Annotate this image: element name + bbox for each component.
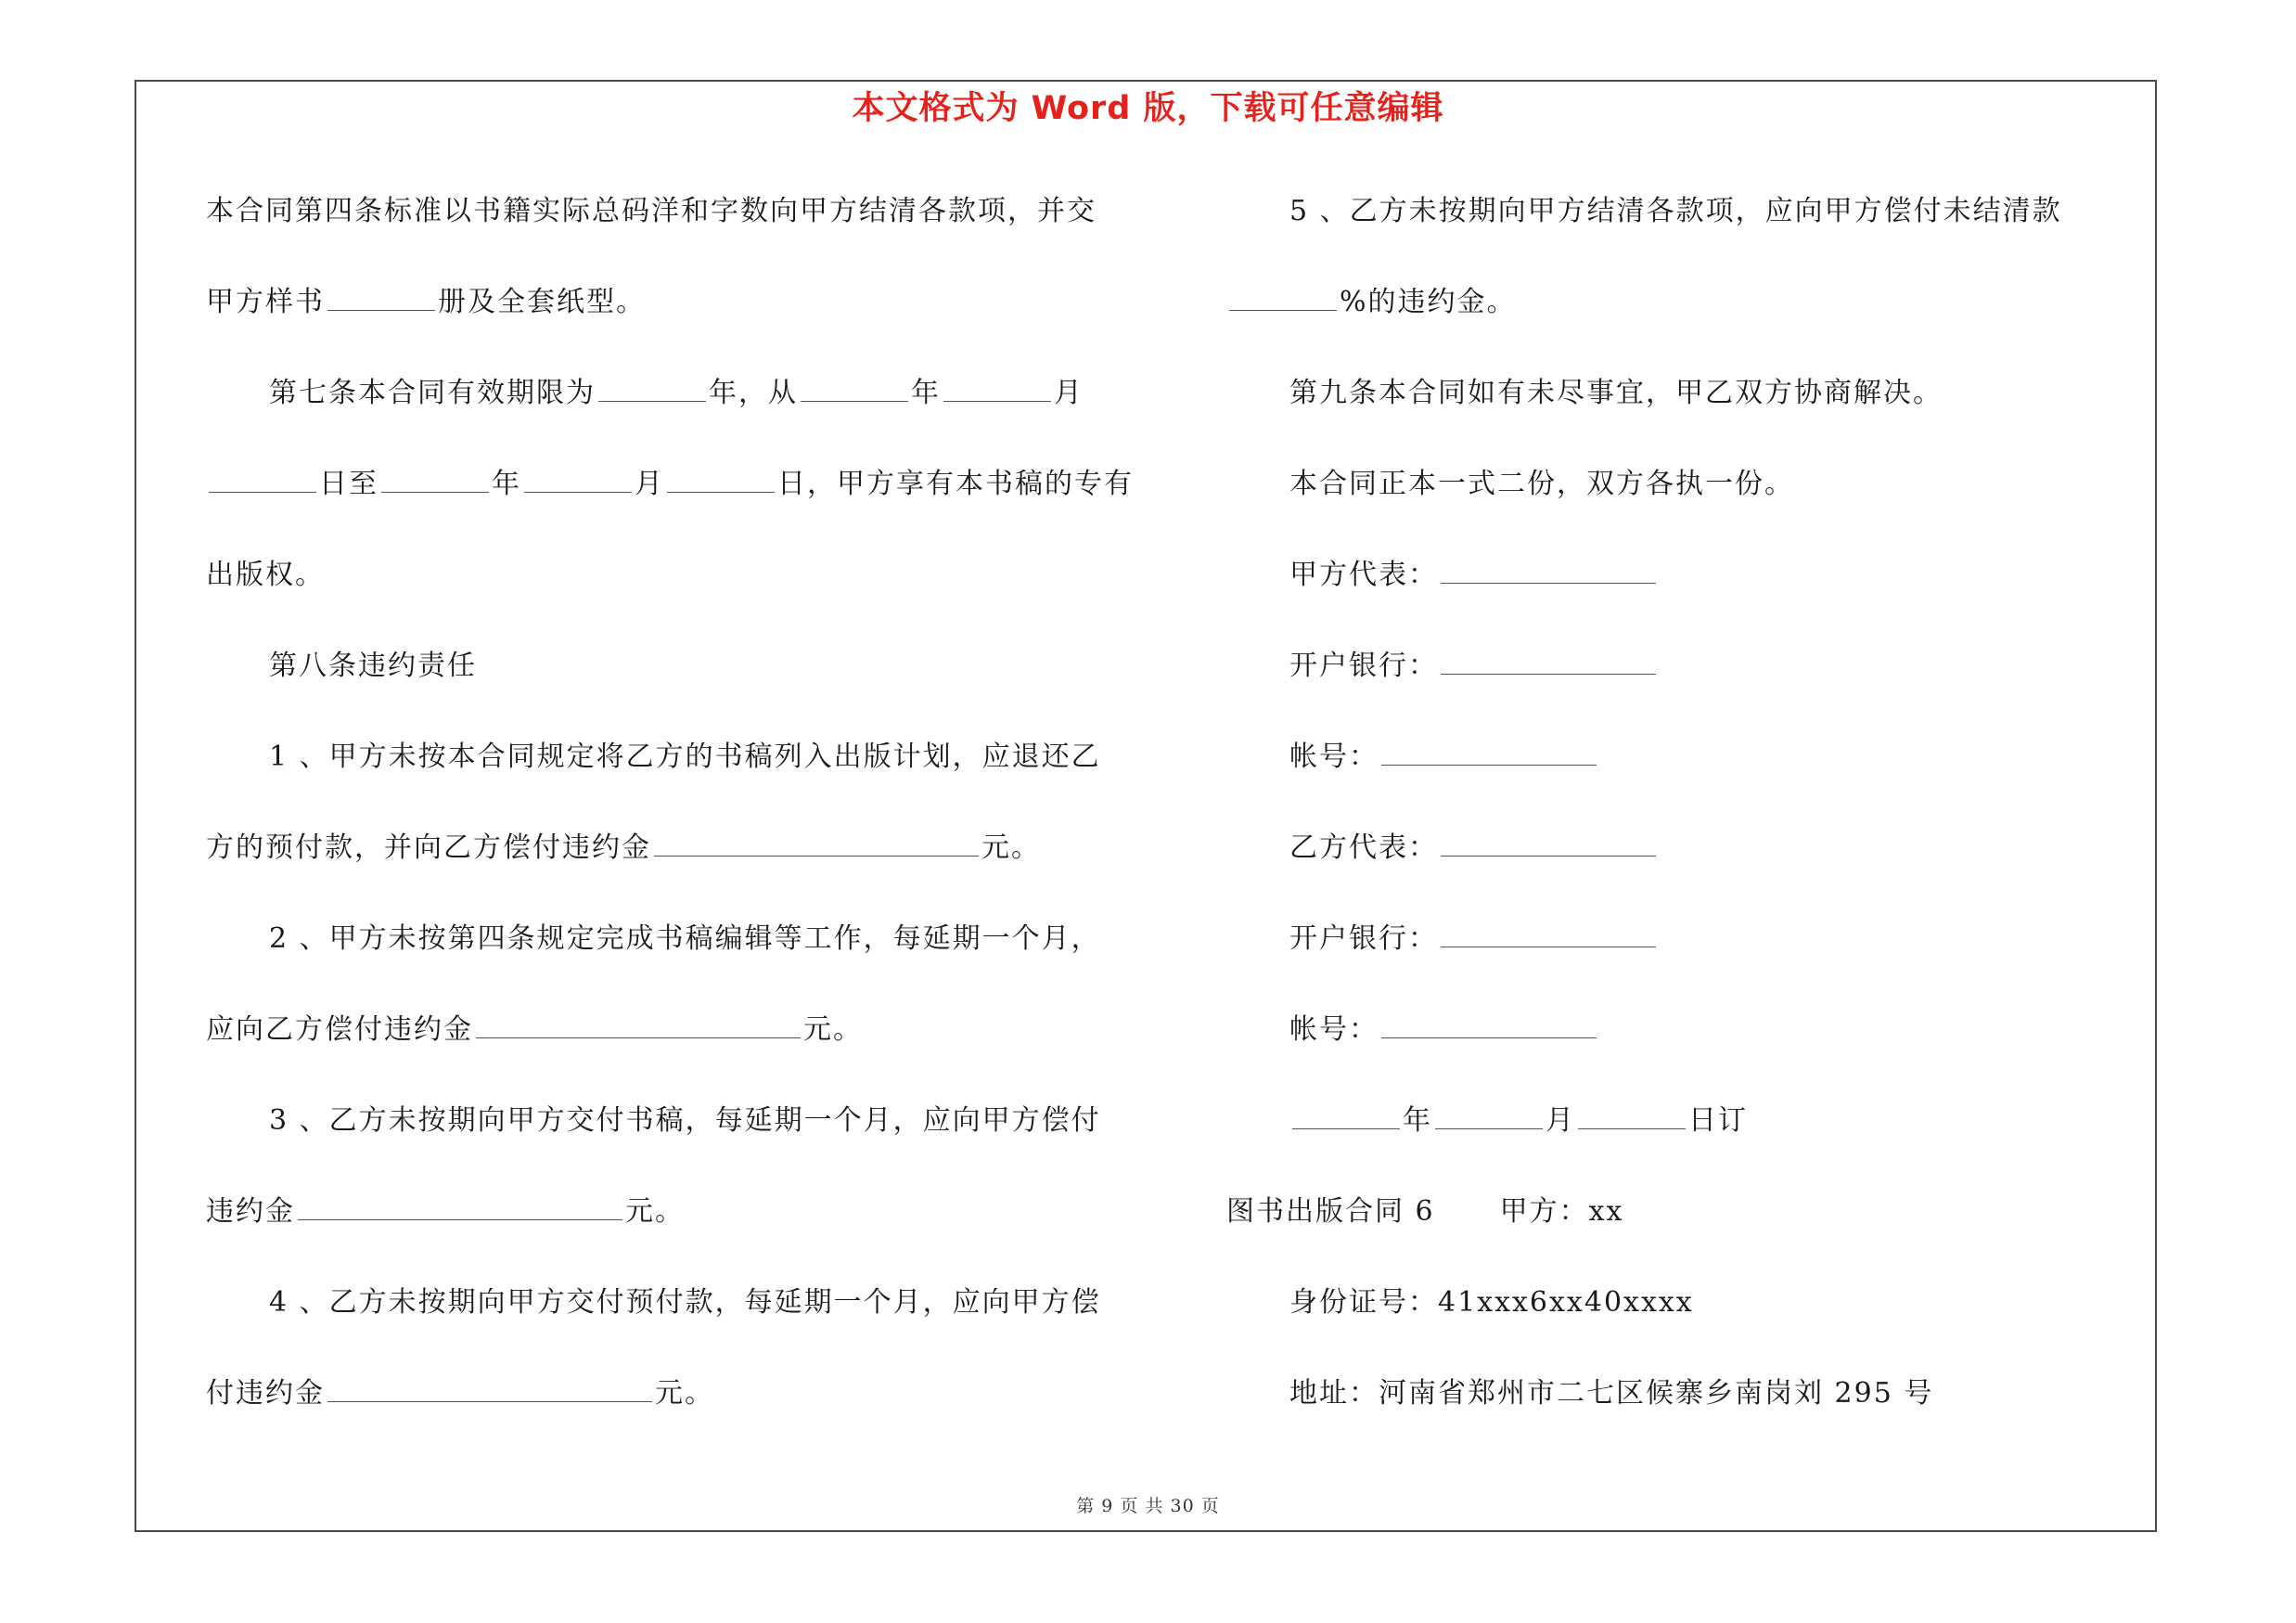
- fill-blank: [1435, 1097, 1543, 1129]
- text-line: 本合同正本一式二份，双方各执一份。: [1289, 468, 1794, 500]
- text-line: 5 、乙方未按期向甲方结清各款项，应向甲方偿付未结清款: [1289, 195, 2062, 227]
- date-line: 年 月 日订: [1226, 1093, 2117, 1184]
- text-line: 违约金 元。: [206, 1184, 1152, 1275]
- fill-blank: [1441, 551, 1656, 584]
- fill-blank: [943, 369, 1051, 402]
- fill-blank: [381, 460, 489, 493]
- fill-blank: [801, 369, 908, 402]
- fill-blank: [1441, 915, 1656, 947]
- text-line: 身份证号：41xxx6xx40xxxx: [1289, 1286, 1694, 1319]
- fill-blank: [654, 824, 979, 857]
- fill-blank: [598, 369, 706, 402]
- text-line: 本合同第四条标准以书籍实际总码洋和字数向甲方结清各款项，并交: [206, 195, 1097, 227]
- section-heading: 第八条违约责任: [269, 650, 477, 682]
- header-banner: 本文格式为 Word 版，下载可任意编辑: [852, 90, 1444, 127]
- text-line: 4 、乙方未按期向甲方交付预付款，每延期一个月，应向甲方偿: [269, 1286, 1101, 1319]
- text-line: 3 、乙方未按期向甲方交付书稿，每延期一个月，应向甲方偿付: [269, 1104, 1101, 1137]
- fill-blank: [209, 460, 316, 493]
- fill-blank: [476, 1006, 801, 1038]
- left-column: [206, 184, 1152, 1457]
- text-line: 2 、甲方未按第四条规定完成书稿编辑等工作，每延期一个月，: [269, 922, 1101, 955]
- text-line: 地址：河南省郑州市二七区候寨乡南岗刘 295 号: [1289, 1377, 1934, 1410]
- right-column: [1226, 184, 2117, 1457]
- text-line: 第九条本合同如有未尽事宜，甲乙双方协商解决。: [1289, 377, 1943, 409]
- text-line: 应向乙方偿付违约金 元。: [206, 1002, 1152, 1093]
- fill-blank: [1229, 278, 1337, 311]
- fill-blank: [1381, 1006, 1597, 1038]
- fill-blank: [1441, 642, 1656, 675]
- fill-blank: [667, 460, 775, 493]
- text-line: %的违约金。: [1226, 275, 2117, 366]
- fill-blank: [298, 1188, 622, 1220]
- text-line: 付违约金 元。: [206, 1366, 1152, 1457]
- signature-field: 帐号：: [1226, 1002, 2117, 1093]
- text-line: 出版权。: [206, 559, 325, 591]
- fill-blank: [1292, 1097, 1400, 1129]
- text-line: 第七条本合同有效期限为 年，从 年 月: [206, 366, 1152, 457]
- text-line: 甲方样书 册及全套纸型。: [206, 275, 1152, 366]
- fill-blank: [327, 278, 435, 311]
- text-line: 1 、甲方未按本合同规定将乙方的书稿列入出版计划，应退还乙: [269, 741, 1101, 773]
- signature-field: 开户银行：: [1226, 911, 2117, 1002]
- signature-field: 乙方代表：: [1226, 820, 2117, 911]
- signature-field: 开户银行：: [1226, 638, 2117, 729]
- contract-title-line: 图书出版合同 6 甲方：xx: [1226, 1195, 1624, 1228]
- signature-field: 帐号：: [1226, 729, 2117, 820]
- text-line: 日至 年 月 日，甲方享有本书稿的专有: [206, 457, 1152, 547]
- fill-blank: [327, 1370, 652, 1402]
- fill-blank: [1441, 824, 1656, 857]
- signature-field: 甲方代表：: [1226, 547, 2117, 638]
- text-line: 方的预付款，并向乙方偿付违约金 元。: [206, 820, 1152, 911]
- page-footer: 第 9 页 共 30 页: [1076, 1496, 1220, 1516]
- fill-blank: [524, 460, 632, 493]
- fill-blank: [1381, 733, 1597, 766]
- fill-blank: [1578, 1097, 1686, 1129]
